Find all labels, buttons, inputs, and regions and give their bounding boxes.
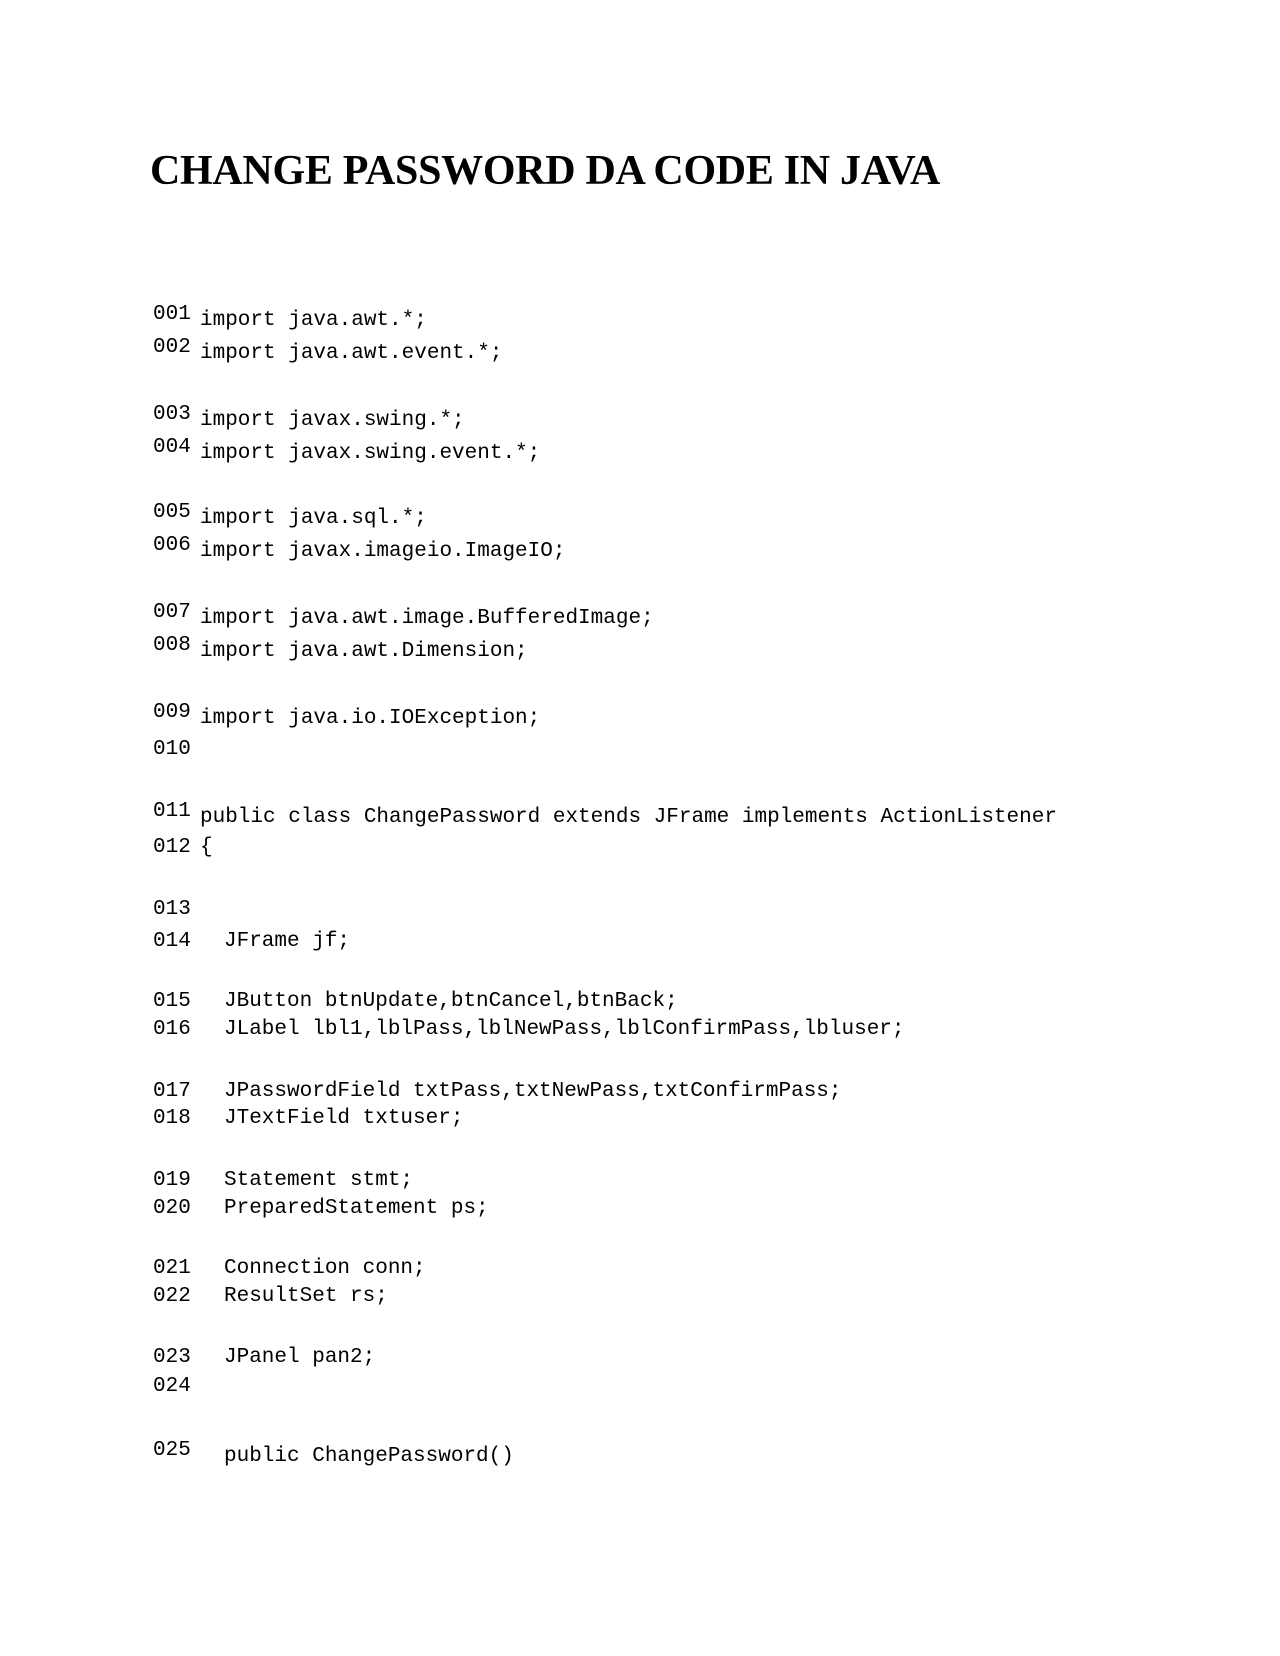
code-line xyxy=(153,836,213,866)
code-text: import javax.imageio.ImageIO; xyxy=(200,540,566,563)
code-text: import javax.swing.event.*; xyxy=(200,442,541,465)
code-line xyxy=(153,336,503,370)
code-line xyxy=(153,800,1057,834)
line-number: 006 xyxy=(153,534,191,557)
code-line xyxy=(153,534,566,568)
code-text: import java.awt.Dimension; xyxy=(200,640,528,663)
code-text: public ChangePassword() xyxy=(224,1445,514,1468)
code-text: Statement stmt; xyxy=(224,1169,414,1192)
line-number: 021 xyxy=(153,1257,191,1280)
line-number: 001 xyxy=(153,303,191,326)
code-line xyxy=(153,1346,375,1376)
code-text: JTextField txtuser; xyxy=(224,1107,464,1130)
code-text: PreparedStatement ps; xyxy=(224,1197,489,1220)
line-number: 008 xyxy=(153,634,191,657)
line-number: 005 xyxy=(153,501,191,524)
line-number: 002 xyxy=(153,336,191,359)
line-number: 024 xyxy=(153,1375,191,1398)
code-line xyxy=(153,990,678,1020)
line-number: 010 xyxy=(153,738,191,761)
line-number: 004 xyxy=(153,436,191,459)
code-text: import java.sql.*; xyxy=(200,507,427,530)
code-line xyxy=(153,1257,426,1287)
code-text: import javax.swing.*; xyxy=(200,409,465,432)
code-text: JLabel lbl1,lblPass,lblNewPass,lblConfirmPass,lbluser; xyxy=(224,1018,905,1041)
code-line xyxy=(153,634,528,668)
code-text: ResultSet rs; xyxy=(224,1285,388,1308)
code-text: import java.awt.*; xyxy=(200,309,427,332)
code-line xyxy=(153,1169,413,1199)
code-line xyxy=(153,738,200,768)
code-text: import java.io.IOException; xyxy=(200,707,541,730)
code-line xyxy=(153,1375,200,1405)
line-number: 018 xyxy=(153,1107,191,1130)
code-text: JPasswordField txtPass,txtNewPass,txtConfirmPass; xyxy=(224,1080,842,1103)
code-line xyxy=(153,303,427,337)
line-number: 025 xyxy=(153,1439,191,1462)
line-number: 017 xyxy=(153,1080,191,1103)
code-line xyxy=(153,930,350,960)
code-text: { xyxy=(200,836,213,859)
code-line xyxy=(153,1439,514,1475)
line-number: 016 xyxy=(153,1018,191,1041)
code-line xyxy=(153,403,465,437)
line-number: 003 xyxy=(153,403,191,426)
line-number: 022 xyxy=(153,1285,191,1308)
code-text: JPanel pan2; xyxy=(224,1346,376,1369)
line-number: 013 xyxy=(153,898,191,921)
document-title: CHANGE PASSWORD DA CODE IN JAVA xyxy=(150,148,940,194)
code-text: import java.awt.image.BufferedImage; xyxy=(200,607,654,630)
line-number: 015 xyxy=(153,990,191,1013)
code-line xyxy=(153,1080,842,1110)
code-line xyxy=(153,1285,388,1315)
code-text: JFrame jf; xyxy=(224,930,351,953)
code-line xyxy=(153,501,427,535)
code-text: import java.awt.event.*; xyxy=(200,342,503,365)
line-number: 023 xyxy=(153,1346,191,1369)
code-line xyxy=(153,701,541,735)
line-number: 011 xyxy=(153,800,191,823)
line-number: 014 xyxy=(153,930,191,953)
line-number: 012 xyxy=(153,836,191,859)
code-line xyxy=(153,601,654,635)
code-text: JButton btnUpdate,btnCancel,btnBack; xyxy=(224,990,678,1013)
code-line xyxy=(153,1197,489,1227)
line-number: 009 xyxy=(153,701,191,724)
line-number: 020 xyxy=(153,1197,191,1220)
line-number: 007 xyxy=(153,601,191,624)
code-text: public class ChangePassword extends JFrame implements ActionListener xyxy=(200,806,1057,829)
code-line xyxy=(153,898,200,928)
code-line xyxy=(153,436,541,470)
code-text: Connection conn; xyxy=(224,1257,426,1280)
code-line xyxy=(153,1107,463,1137)
code-line xyxy=(153,1018,905,1048)
line-number: 019 xyxy=(153,1169,191,1192)
